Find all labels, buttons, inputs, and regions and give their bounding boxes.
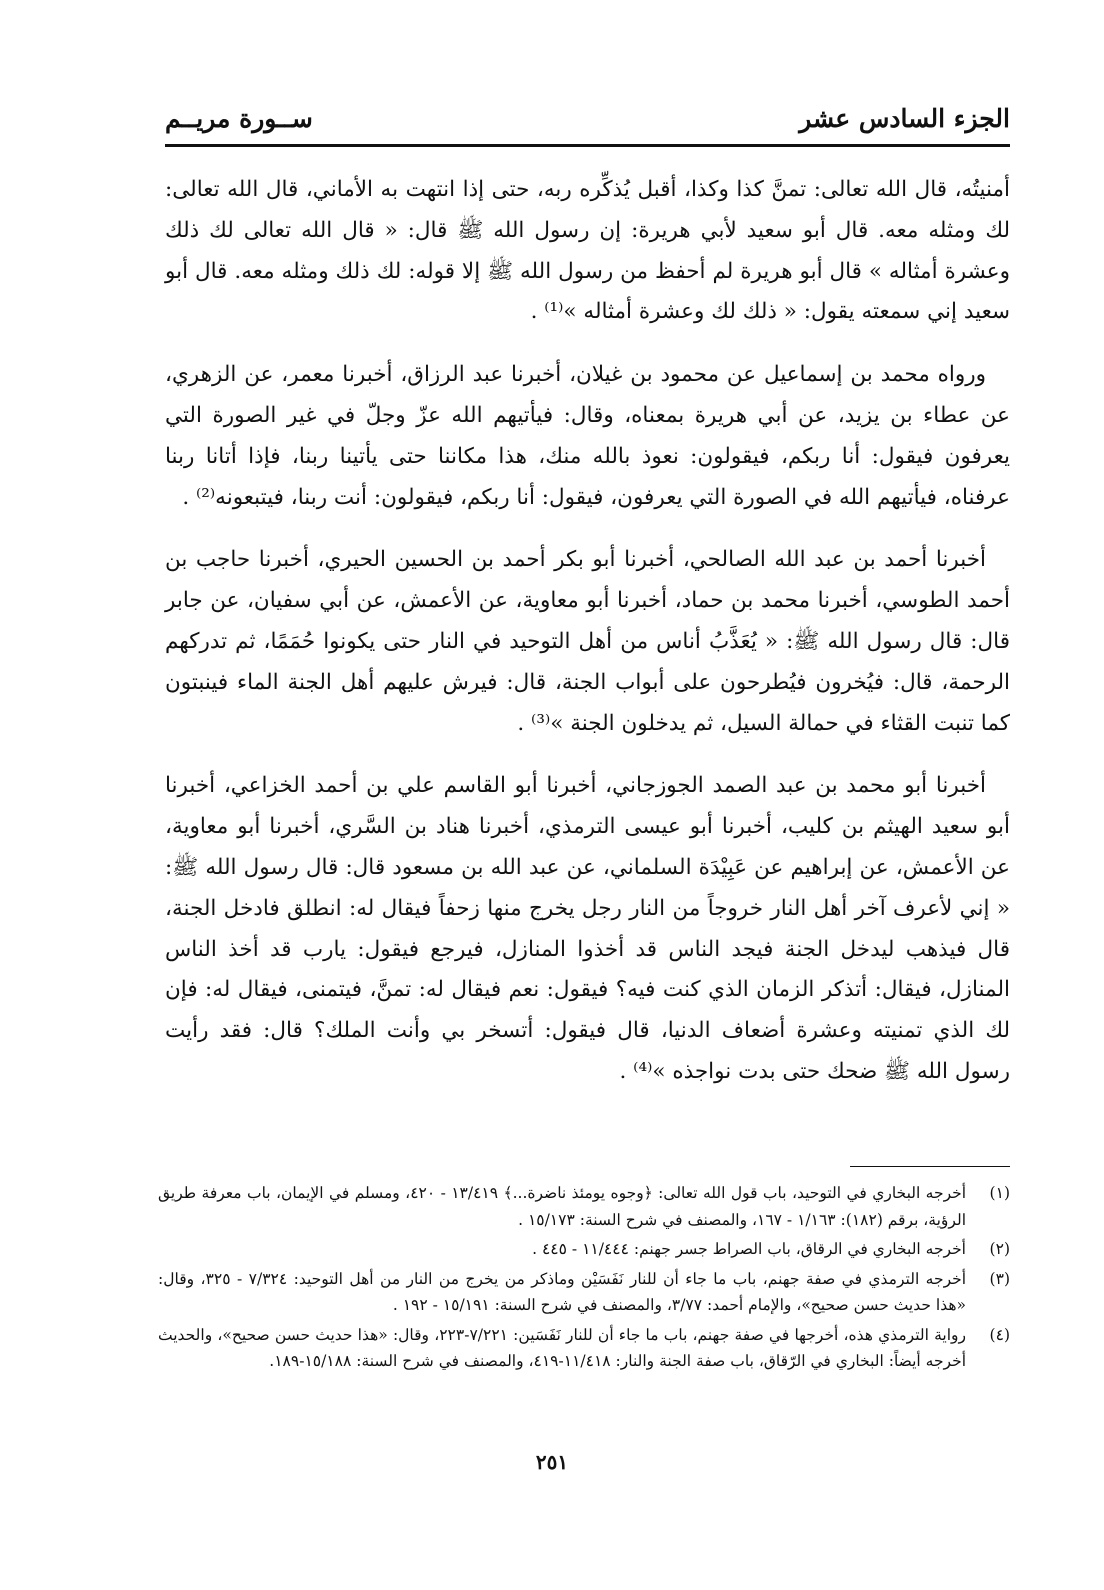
footnote-divider xyxy=(850,1166,1010,1167)
footnote-number: (١) xyxy=(989,1184,1010,1202)
footnote-text: أخرجه البخاري في التوحيد، باب قول الله تعالى: ﴿وجوه يومئذ ناضرة...﴾ ١٣/٤١٩ - ٤٢٠، ومسلم في الإيمان، باب معرفة طريق الرؤية، برقم (١٨٢): ١/١٦٣ - ١٦٧، والمصنف في شرح السنة: ١٥/١٧٣ . xyxy=(158,1184,967,1229)
footnote-number: (٤) xyxy=(989,1325,1010,1344)
footnote-1 xyxy=(158,1180,1010,1233)
paragraph-1: أمنيتُه، قال الله تعالى: تمنَّ كذا وكذا، أقبل يُذكِّره ربه، حتى إذا انتهت به الأماني، قال الله تعالى: لك ومثله معه. قال أبو سعيد لأبي هريرة: إن رسول الله ﷺ قال: « قال الله تعالى لك ذلك وعشرة أمثاله » قال أبو هريرة لم أحفظ من رسول الله ﷺ إلا قوله: لك ذلك ومثله معه. قال أبو سعيد إني سمعته يقول: « ذلك لك وعشرة أمثاله »⁽¹⁾ . xyxy=(165,177,1010,325)
footnote-4 xyxy=(158,1322,1010,1375)
footnote-number: (٣) xyxy=(989,1269,1010,1288)
footnote-number: (٢) xyxy=(989,1240,1010,1258)
page-number: ٢٥١ xyxy=(535,1450,569,1474)
main-text xyxy=(165,170,1010,1115)
running-header xyxy=(165,98,1010,138)
footnotes xyxy=(158,1180,1010,1378)
footnote-2 xyxy=(158,1236,1010,1263)
footnote-3 xyxy=(158,1266,1010,1319)
part-title: الجزء السادس عشر xyxy=(799,103,1010,133)
footnote-text: أخرجه البخاري في الرقاق، باب الصراط جسر جهنم: ١١/٤٤٤ - ٤٤٥ . xyxy=(532,1240,966,1258)
header-divider xyxy=(165,144,1010,147)
paragraph-3: أخبرنا أحمد بن عبد الله الصالحي، أخبرنا أبو بكر أحمد بن الحسين الحيري، أخبرنا حاجب بن أحمد الطوسي، أخبرنا محمد بن حماد، أخبرنا أبو معاوية، عن الأعمش، عن أبي سفيان، عن جابر قال: قال رسول الله ﷺ: « يُعَذَّبُ أناس من أهل التوحيد في النار حتى يكونوا حُمَمًا، ثم تدركهم الرحمة، قال: فيُخرون فيُطرحون على أبواب الجنة، قال: فيرش عليهم أهل الجنة الماء فينبتون كما تنبت القثاء في حمالة السيل، ثم يدخلون الجنة »⁽³⁾ . xyxy=(165,547,1010,736)
footnote-text: أخرجه الترمذي في صفة جهنم، باب ما جاء أن للنار نَفَسَيْن وماذكر من يخرج من النار من أهل التوحيد: ٧/٣٢٤ - ٣٢٥، وقال: «هذا حديث حسن صحيح»، والإمام أحمد: ٣/٧٧، والمصنف في شرح السنة: ١٥/١٩١ - ١٩٢ . xyxy=(158,1269,967,1314)
paragraph-2: ورواه محمد بن إسماعيل عن محمود بن غيلان، أخبرنا عبد الرزاق، أخبرنا معمر، عن الزهري، عن عطاء بن يزيد، عن أبي هريرة بمعناه، وقال: فيأتيهم الله عزّ وجلّ في غير الصورة التي يعرفون فيقول: أنا ربكم، فيقولون: نعوذ بالله منك، هذا مكاننا حتى يأتينا ربنا، فإذا أتانا ربنا عرفناه، فيأتيهم الله في الصورة التي يعرفون، فيقول: أنا ربكم، فيقولون: أنت ربنا، فيتبعونه⁽²⁾ . xyxy=(165,362,1010,510)
footnote-text: رواية الترمذي هذه، أخرجها في صفة جهنم، باب ما جاء أن للنار نَفَسَين: ٧/٢٢١-٢٢٣، وقال: «هذا حديث حسن صحيح»، والحديث أخرجه أيضاً: البخاري في الرّقاق، باب صفة الجنة والنار: ١١/٤١٨-٤١٩، والمصنف في شرح السنة: ١٥/١٨٨-١٨٩. xyxy=(158,1325,967,1370)
surah-title: ســورة مريــم xyxy=(165,103,313,133)
paragraph-4: أخبرنا أبو محمد بن عبد الصمد الجوزجاني، أخبرنا أبو القاسم علي بن أحمد الخزاعي، أخبرنا أبو سعيد الهيثم بن كليب، أخبرنا أبو عيسى الترمذي، أخبرنا هناد بن السَّري، أخبرنا أبو معاوية، عن الأعمش، عن إبراهيم عن عَبِيْدَة السلماني، عن عبد الله بن مسعود قال: قال رسول الله ﷺ: « إني لأعرف آخر أهل النار خروجاً من النار رجل يخرج منها زحفاً فيقال له: انطلق فادخل الجنة، قال فيذهب ليدخل الجنة فيجد الناس قد أخذوا المنازل، فيرجع فيقول: يارب قد أخذ الناس المنازل، فيقال: أتذكر الزمان الذي كنت فيه؟ فيقول: نعم فيقال له: تمنَّ، فيتمنى، فيقال له: فإن لك الذي تمنيته وعشرة أضعاف الدنيا، قال فيقول: أتسخر بي وأنت الملك؟ قال: فقد رأيت رسول الله ﷺ ضحك حتى بدت نواجذه »⁽⁴⁾ . xyxy=(165,773,1010,1084)
